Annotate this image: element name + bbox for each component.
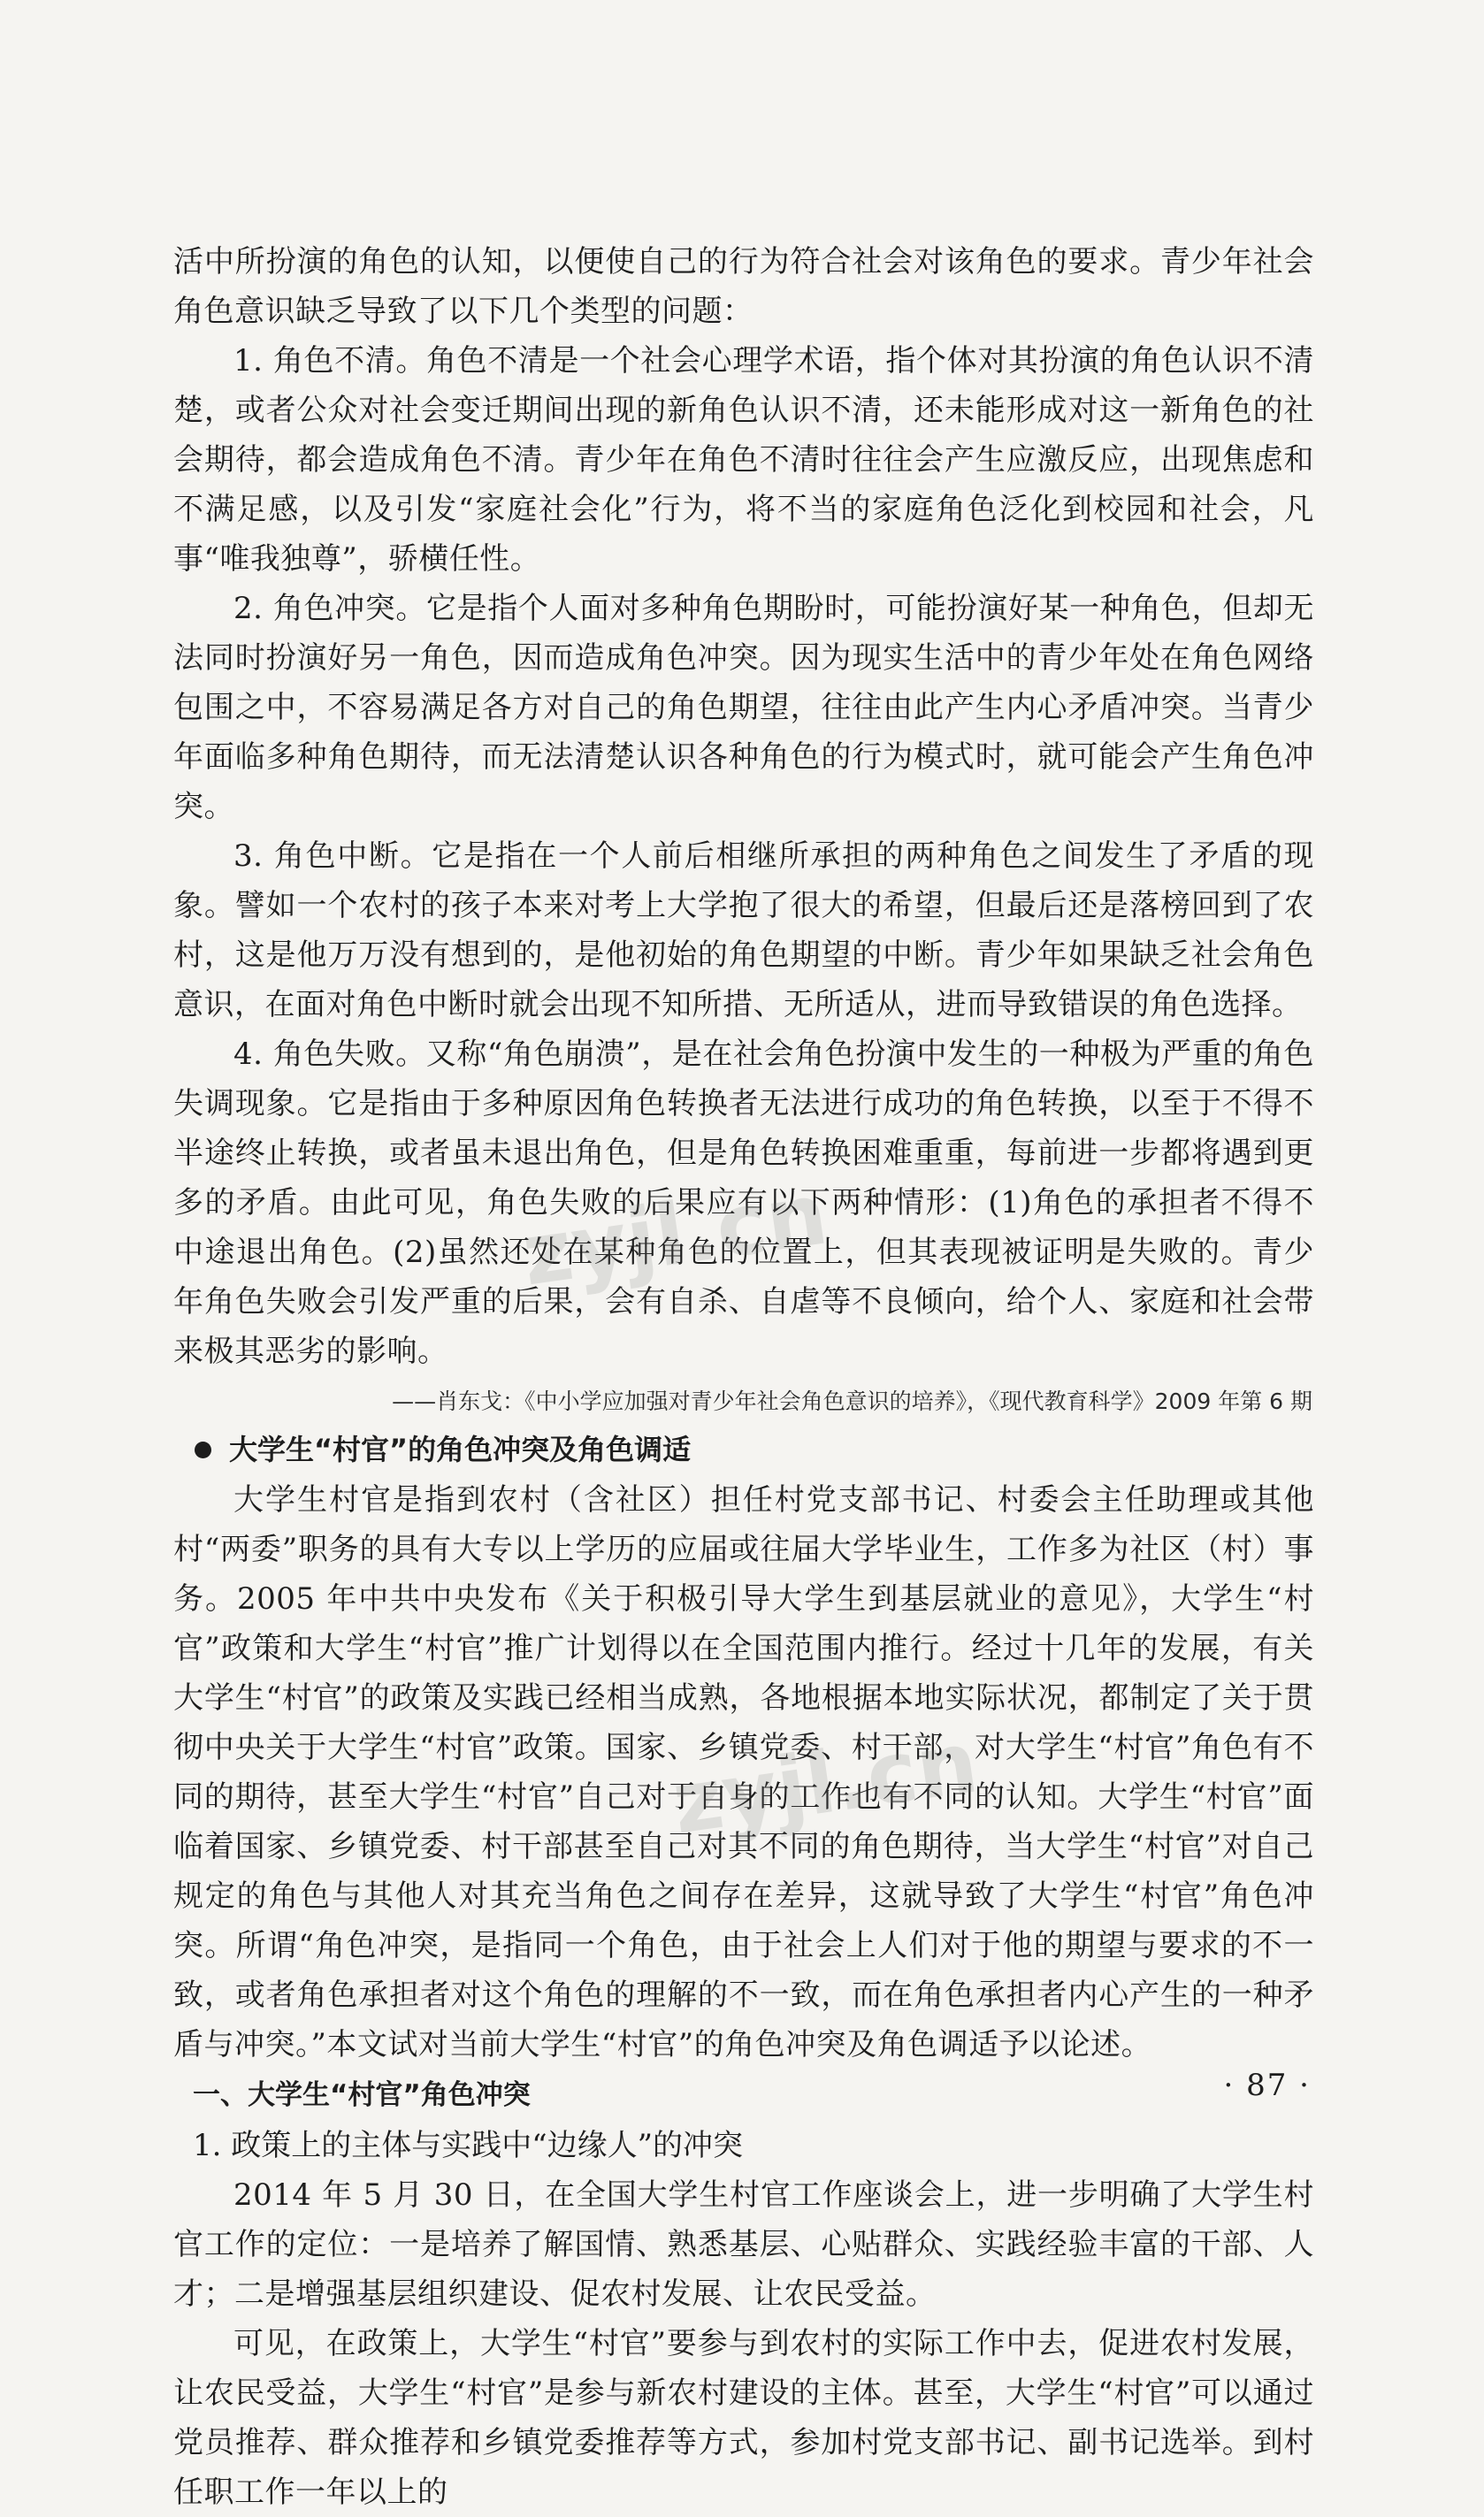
watermark-upper: zyjl.cn [516,1164,834,1305]
paragraph-role-failure: 4. 角色失败。又称“角色崩溃”，是在社会角色扮演中发生的一种极为严重的角色失调现象。它是指由于多种原因角色转换者无法进行成功的角色转换，以至于不得不半途终止转换，或者虽未退出角色，但是角色转换困难重重，每前进一步都将遇到更多的矛盾。由此可见，角色失败的后果应有以下两种情形：(1)角色的承担者不得不中途退出角色。(2)虽然还处在某种角色的位置上，但其表现被证明是失败的。青少年角色失败会引发严重的后果，会有自杀、自虐等不良倾向，给个人、家庭和社会带来极其恶劣的影响。 [173,1037,1314,1369]
citation: ——肖东戈：《中小学应加强对青少年社会角色意识的培养》，《现代教育科学》2009 年第 6 期 [392,1389,1312,1414]
page-content [173,237,1314,2517]
paragraph-policy-subject: 可见，在政策上，大学生“村官”要参与到农村的实际工作中去，促进农村发展，让农民受益，大学生“村官”是参与新农村建设的主体。甚至，大学生“村官”可以通过党员推荐、群众推荐和乡镇党委推荐等方式，参加村党支部书记、副书记选举。到村任职工作一年以上的 [173,2326,1314,2510]
section-heading-text: 大学生“村官”的角色冲突及角色调适 [229,1433,692,1466]
sub-item-heading: 1. 政策上的主体与实践中“边缘人”的冲突 [193,2128,744,2163]
page-number: · 87 · [1223,2068,1311,2103]
paragraph-role-unclear: 1. 角色不清。角色不清是一个社会心理学术语，指个体对其扮演的角色认识不清楚，或者公众对社会变迁期间出现的新角色认识不清，还未能形成对这一新角色的社会期待，都会造成角色不清。青少年在角色不清时往往会产生应激反应，出现焦虑和不满足感，以及引发“家庭社会化”行为，将不当的家庭角色泛化到校园和社会，凡事“唯我独尊”，骄横任性。 [173,343,1314,577]
bullet-icon [195,1442,211,1458]
intro-paragraph: 活中所扮演的角色的认知，以便使自己的行为符合社会对该角色的要求。青少年社会角色意识缺乏导致了以下几个类型的问题： [173,244,1314,329]
paragraph-village-official-intro: 大学生村官是指到农村（含社区）担任村党支部书记、村委会主任助理或其他村“两委”职务的具有大专以上学历的应届或往届大学毕业生，工作多为社区（村）事务。2005 年中共中央发布《关于积极引导大学生到基层就业的意见》，大学生“村官”政策和大学生“村官”推广计划得以在全国范围内推行。经过十几年的发展，有关大学生“村官”的政策及实践已经相当成熟，各地根据本地实际状况，都制定了关于贯彻中央关于大学生“村官”政策。国家、乡镇党委、村干部，对大学生“村官”角色有不同的期待，甚至大学生“村官”自己对于自身的工作也有不同的认知。大学生“村官”面临着国家、乡镇党委、村干部甚至自己对其不同的角色期待，当大学生“村官”对自己规定的角色与其他人对其充当角色之间存在差异，这就导致了大学生“村官”角色冲突。所谓“角色冲突，是指同一个角色，由于社会上人们对于他的期望与要求的不一致，或者角色承担者对这个角色的理解的不一致，而在角色承担者内心产生的一种矛盾与冲突。”本文试对当前大学生“村官”的角色冲突及角色调适予以论述。 [173,1482,1314,2062]
paragraph-role-interruption: 3. 角色中断。它是指在一个人前后相继所承担的两种角色之间发生了矛盾的现象。譬如一个农村的孩子本来对考上大学抱了很大的希望，但最后还是落榜回到了农村，这是他万万没有想到的，是他初始的角色期望的中断。青少年如果缺乏社会角色意识，在面对角色中断时就会出现不知所措、无所适从，进而导致错误的角色选择。 [173,838,1314,1022]
paragraph-role-conflict: 2. 角色冲突。它是指个人面对多种角色期盼时，可能扮演好某一种角色，但却无法同时扮演好另一角色，因而造成角色冲突。因为现实生活中的青少年处在角色网络包围之中，不容易满足各方对自己的角色期望，往往由此产生内心矛盾冲突。当青少年面临多种角色期待，而无法清楚认识各种角色的行为模式时，就可能会产生角色冲突。 [173,591,1314,824]
section-heading [173,1424,1314,1475]
watermark-lower: zyjl.cn [666,1712,984,1854]
sub-heading: 一、大学生“村官”角色冲突 [193,2079,531,2111]
paragraph-2014-meeting: 2014 年 5 月 30 日，在全国大学生村官工作座谈会上，进一步明确了大学生村官工作的定位：一是培养了解国情、熟悉基层、心贴群众、实践经验丰富的干部、人才；二是增强基层组织建设、促农村发展、让农民受益。 [173,2177,1314,2312]
